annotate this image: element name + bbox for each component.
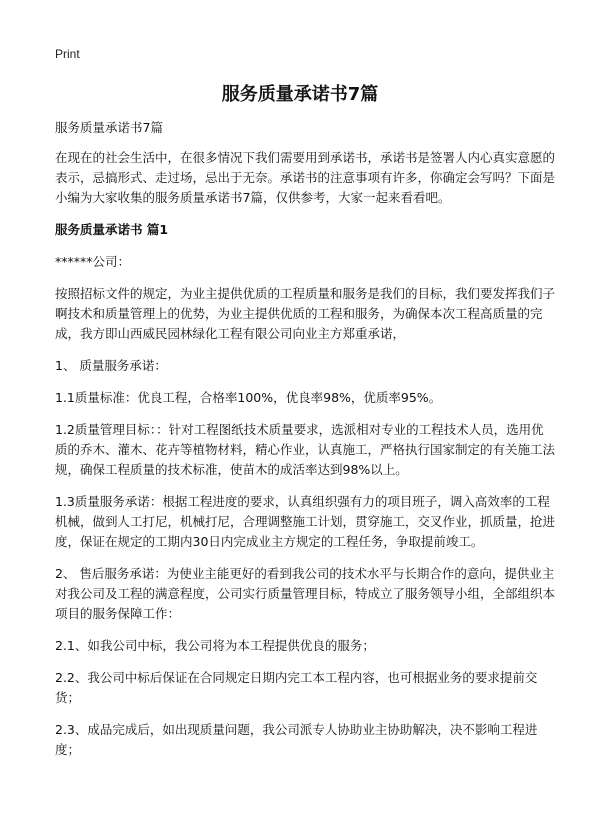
body-paragraph: 2、 售后服务承诺：为使业主能更好的看到我公司的技术水平与长期合作的意向，提供业主对我公司及工程的满意程度，公司实行质量管理目标，特成立了服务领导小组，全部组织本项目的服务保障工作： [55, 566, 556, 621]
body-paragraph: 1.3质量服务承诺：根据工程进度的要求，认真组织强有力的项目班子，调入高效率的工程机械，做到人工打尼，机械打尼，合理调整施工计划，贯穿施工，交叉作业，抓质量，抢进度，保证在规定的工期内30日内完成业主方规定的工程任务，争取提前竣工。 [55, 494, 556, 549]
document-subtitle: 服务质量承诺书7篇 [55, 120, 163, 135]
body-paragraph: 1.1质量标准：优良工程，合格率100%，优良率98%，优质率95%。 [55, 390, 442, 405]
document-body [55, 118, 555, 772]
section-heading: 服务质量承诺书 篇1 [55, 222, 169, 237]
body-paragraph: 2.3、成品完成后，如出现质量问题，我公司派专人协助业主协助解决，决不影响工程进度； [55, 722, 538, 757]
page-title: 服务质量承诺书7篇 [221, 84, 379, 105]
body-paragraph: 2.1、如我公司中标，我公司将为本工程提供优良的服务； [55, 638, 375, 653]
salutation: ******公司： [55, 254, 131, 269]
body-paragraph: 1.2质量管理目标：：针对工程图纸技术质量要求，选派相对专业的工程技术人员，选用优质的乔木、灌木、花卉等植物材料，精心作业，认真施工，严格执行国家制定的有关施工法规，确保工程质量的技术标准，使苗木的成活率达到98%以上。 [55, 422, 556, 477]
body-paragraph: 1、 质量服务承诺： [55, 358, 167, 373]
print-label: Print [55, 47, 80, 61]
body-paragraph: 2.2、我公司中标后保证在合同规定日期内完工本工程内容，也可根据业务的要求提前交货； [55, 670, 538, 705]
body-paragraph: 按照招标文件的规定，为业主提供优质的工程质量和服务是我们的目标，我们要发挥我们子啊技术和质量管理上的优势，为业主提供优质的工程和服务，为确保本次工程高质量的完成，我方即山西威民园林绿化工程有限公司向业主方郑重承诺， [55, 286, 556, 341]
intro-paragraph: 在现在的社会生活中，在很多情况下我们需要用到承诺书，承诺书是签署人内心真实意愿的表示，忌搞形式、走过场，忌出于无奈。承诺书的注意事项有许多，你确定会写吗？下面是小编为大家收集的服务质量承诺书7篇，仅供参考，大家一起来看看吧。 [55, 150, 556, 205]
